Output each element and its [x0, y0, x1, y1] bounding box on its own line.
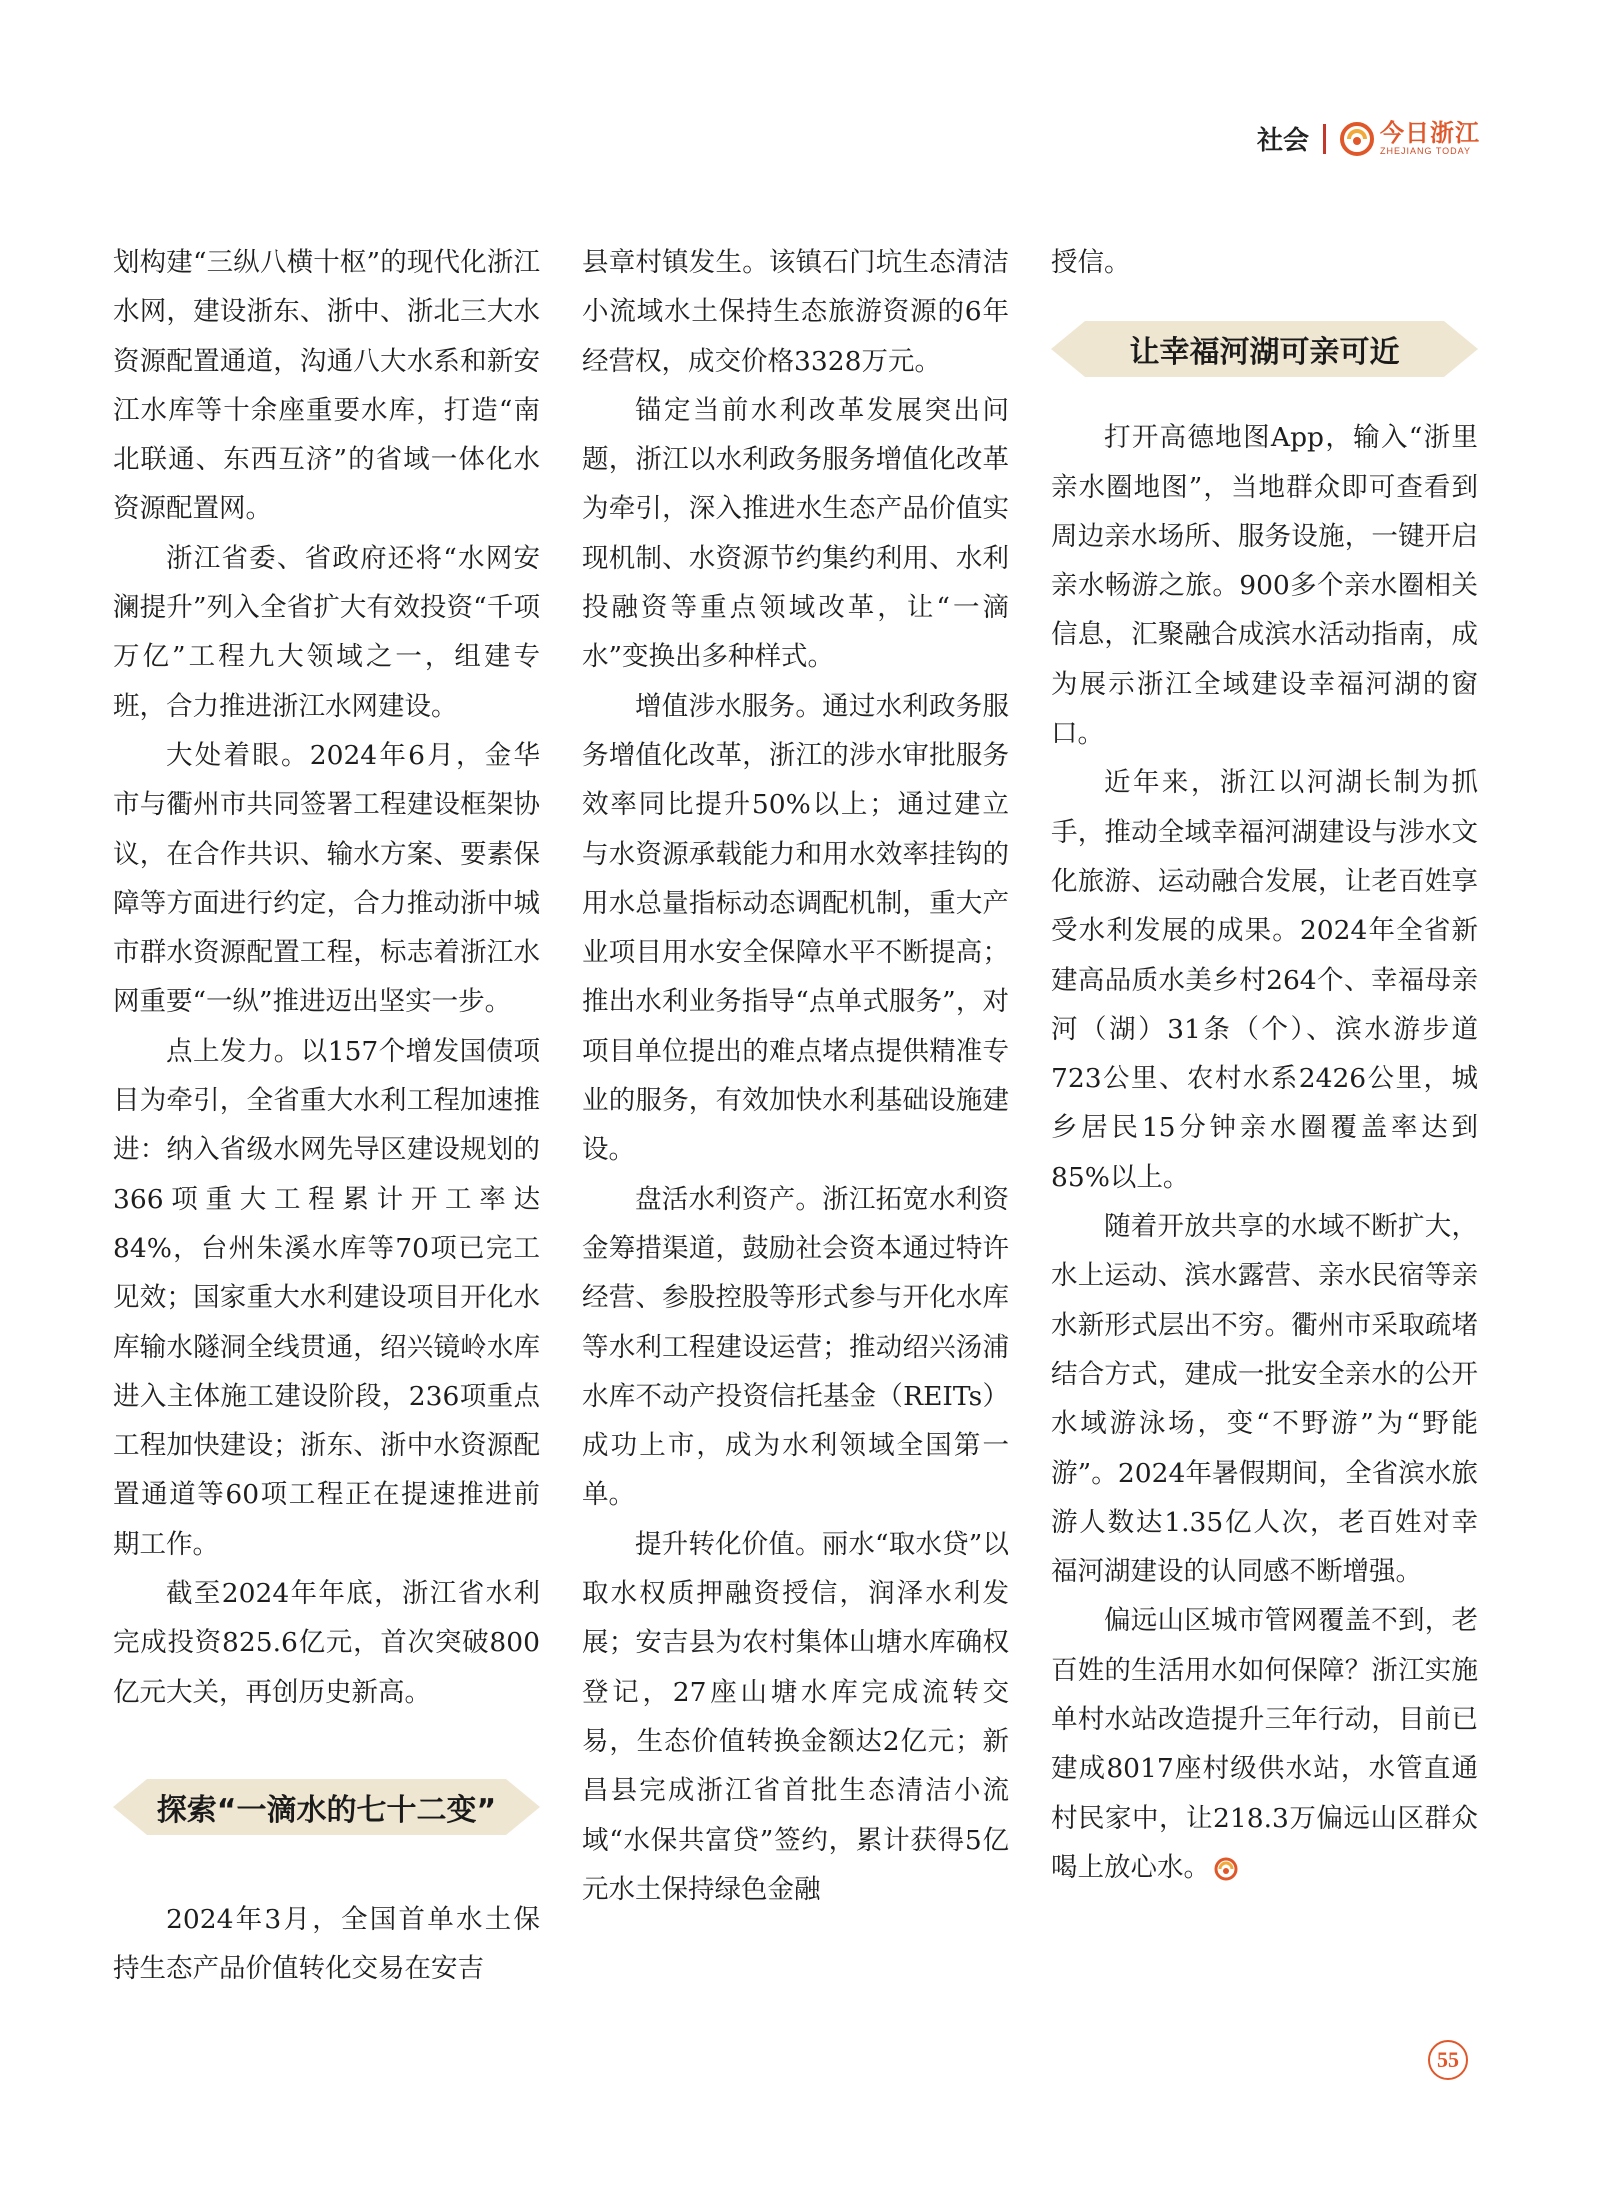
- column-2: [582, 238, 1009, 1994]
- page-number: 55: [1428, 2040, 1468, 2080]
- page-header: [1257, 120, 1480, 157]
- logo-subtitle: ZHEJIANG TODAY: [1380, 146, 1472, 156]
- paragraph-text: 偏远山区城市管网覆盖不到，老百姓的生活用水如何保障？浙江实施单村水站改造提升三年行动，目前已建成8017座村级供水站，水管直通村民家中，让218.3万偏远山区群众喝上放心水。: [1051, 1605, 1478, 1883]
- paragraph: 点上发力。以157个增发国债项目为牵引，全省重大水利工程加速推进：纳入省级水网先导区建设规划的366项重大工程累计开工率达84%，台州朱溪水库等70项已完工见效；国家重大水利建设项目开化水库输水隧洞全线贯通，绍兴镜岭水库进入主体施工建设阶段，236项重点工程加快建设；浙东、浙中水资源配置通道等60项工程正在提速推进前期工作。: [113, 1035, 540, 1560]
- paragraph: 提升转化价值。丽水“取水贷”以取水权质押融资授信，润泽水利发展；安吉县为农村集体山塘水库确权登记，27座山塘水库完成流转交易，生态价值转换金额达2亿元；新昌县完成浙江省首批生态清洁小流域“水保共富贷”签约，累计获得5亿元水土保持绿色金融: [582, 1528, 1009, 1905]
- article-body: [113, 238, 1478, 1994]
- swirl-logo-icon: [1340, 122, 1374, 156]
- paragraph: 划构建“三纵八横十枢”的现代化浙江水网，建设浙东、浙中、浙北三大水资源配置通道，沟通八大水系和新安江水库等十余座重要水库，打造“南北联通、东西互济”的省域一体化水资源配置网。: [113, 247, 540, 525]
- magazine-logo: [1340, 121, 1480, 156]
- paragraph: 随着开放共享的水域不断扩大，水上运动、滨水露营、亲水民宿等亲水新形式层出不穷。衢州市采取疏堵结合方式，建成一批安全亲水的公开水域游泳场，变“不野游”为“野能游”。2024年暑假期间，全省滨水旅游人数达1.35亿人次，老百姓对幸福河湖建设的认同感不断增强。: [1051, 1211, 1478, 1588]
- paragraph: [1051, 1596, 1478, 1892]
- paragraph: 大处着眼。2024年6月，金华市与衢州市共同签署工程建设框架协议，在合作共识、输水方案、要素保障等方面进行约定，合力推动浙中城市群水资源配置工程，标志着浙江水网重要“一纵”推进迈出坚实一步。: [113, 739, 540, 1018]
- paragraph: 近年来，浙江以河湖长制为抓手，推动全域幸福河湖建设与涉水文化旅游、运动融合发展，让老百姓享受水利发展的成果。2024年全省新建高品质水美乡村264个、幸福母亲河（湖）31条（个）、滨水游步道723公里、农村水系2426公里，城乡居民15分钟亲水圈覆盖率达到85%以上。: [1051, 767, 1478, 1193]
- paragraph: 盘活水利资产。浙江拓宽水利资金筹措渠道，鼓励社会资本通过特许经营、参股控股等形式参与开化水库等水利工程建设运营；推动绍兴汤浦水库不动产投资信托基金（REITs）成功上市，成为水利领域全国第一单。: [582, 1183, 1009, 1511]
- section-heading-text: 让幸福河湖可亲可近: [1129, 335, 1400, 371]
- section-heading: [1051, 317, 1478, 381]
- section-label: 社会: [1256, 126, 1309, 156]
- paragraph: 授信。: [1051, 247, 1131, 278]
- column-3: [1051, 238, 1478, 1994]
- section-heading: [113, 1775, 540, 1839]
- paragraph: 县章村镇发生。该镇石门坑生态清洁小流域水土保持生态旅游资源的6年经营权，成交价格3328万元。: [582, 247, 1009, 377]
- paragraph: 2024年3月，全国首单水土保持生态产品价值转化交易在安吉: [113, 1903, 540, 1985]
- paragraph: 打开高德地图App，输入“浙里亲水圈地图”，当地群众即可查看到周边亲水场所、服务设施，一键开启亲水畅游之旅。900多个亲水圈相关信息，汇聚融合成滨水活动指南，成为展示浙江全域建设幸福河湖的窗口。: [1051, 422, 1478, 750]
- section-heading-text: 探索“一滴水的七十二变”: [156, 1792, 497, 1828]
- paragraph: 浙江省委、省政府还将“水网安澜提升”列入全省扩大有效投资“千项万亿”工程九大领域之一，组建专班，合力推进浙江水网建设。: [113, 542, 540, 722]
- column-1: [113, 238, 540, 1994]
- logo-title: 今日浙江: [1380, 119, 1480, 147]
- header-divider: [1323, 124, 1326, 154]
- paragraph: 截至2024年年底，浙江省水利完成投资825.6亿元，首次突破800亿元大关，再创历史新高。: [113, 1578, 540, 1708]
- end-mark-icon: [1214, 1857, 1238, 1881]
- paragraph: 增值涉水服务。通过水利政务服务增值化改革，浙江的涉水审批服务效率同比提升50%以上；通过建立与水资源承载能力和用水效率挂钩的用水总量指标动态调配机制，重大产业项目用水安全保障水平不断提高；推出水利业务指导“点单式服务”，对项目单位提出的难点堵点提供精准专业的服务，有效加快水利基础设施建设。: [582, 690, 1009, 1166]
- paragraph: 锚定当前水利改革发展突出问题，浙江以水利政务服务增值化改革为牵引，深入推进水生态产品价值实现机制、水资源节约集约利用、水利投融资等重点领域改革，让“一滴水”变换出多种样式。: [582, 394, 1009, 673]
